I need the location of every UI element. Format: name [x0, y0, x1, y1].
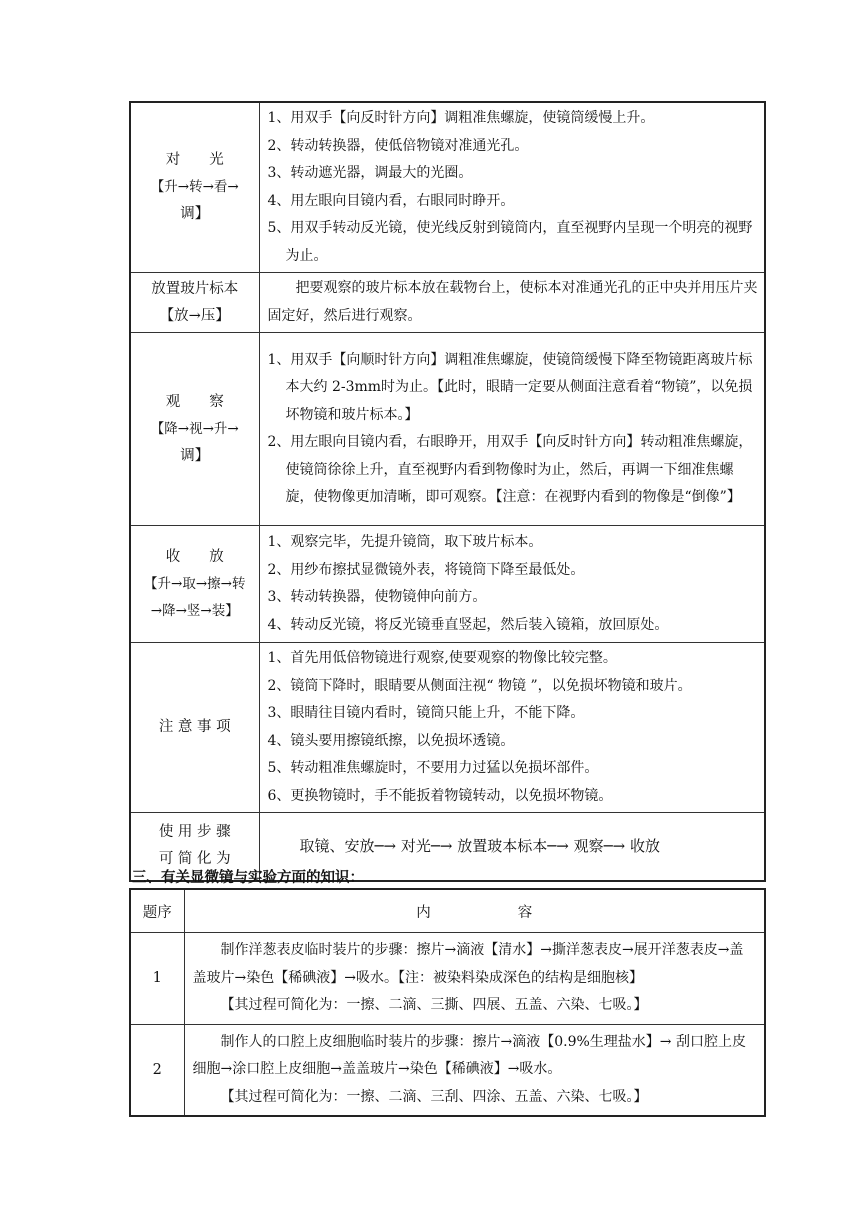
- row-content: 制作洋葱表皮临时装片的步骤：擦片→滴液【清水】→撕洋葱表皮→展开洋葱表皮→盖盖玻片→染色【稀碘液】→吸水。【注：被染料染成深色的结构是细胞核】 【其过程可简化为：一擦、二滴、三撕、四展、五盖、六染、七吸。】: [184, 933, 765, 1025]
- table-row: [130, 273, 765, 333]
- table-row: [130, 333, 765, 526]
- list-item: 4、镜头要用擦镜纸擦，以免损坏透镜。: [267, 732, 515, 749]
- row-label-place-slide: 放置玻片标本 【放→压】: [130, 273, 259, 333]
- table-row: [130, 643, 765, 813]
- row-label-notes: 注 意 事 项: [130, 643, 259, 813]
- row-content-simplified: 取镜、安放─→ 对光─→ 放置玻本标本─→ 观察─→ 收放: [259, 813, 765, 881]
- table-row: [130, 526, 765, 643]
- row-content-notes: [259, 643, 765, 813]
- list-item: 2、转动转换器，使低倍物镜对准通光孔。: [267, 137, 529, 154]
- list-item: 6、更换物镜时，手不能扳着物镜转动，以免损坏物镜。: [267, 787, 613, 804]
- row-content-put-away: [259, 526, 765, 643]
- column-header-content: 内 容: [184, 889, 765, 933]
- list-item: 3、眼睛往目镜内看时，镜筒只能上升，不能下降。: [267, 705, 585, 721]
- row-label-put-away: 收 放 【升→取→擦→转 →降→竖→装】: [130, 526, 259, 643]
- list-item: 2、用纱布擦拭显微镜外表，将镜筒下降至最低处。: [267, 561, 585, 578]
- list-item: 2、用左眼向目镜内看，右眼睁开，用双手【向反时针方向】转动粗准焦螺旋，使镜筒徐徐上升，直至视野内看到物像时为止，然后，再调一下细准焦螺旋，使物像更加清晰，即可观察。【注意：在视野内看到的物像是“倒像”】: [267, 434, 753, 505]
- row-label-observe: 观 察 【降→视→升→ 调】: [130, 333, 259, 526]
- section-heading: 三、有关显微镜与实验方面的知识：: [132, 870, 364, 886]
- list-item: 5、转动粗准焦螺旋时，不要用力过猛以免损坏部件。: [267, 760, 599, 776]
- row-number: 2: [130, 1024, 184, 1116]
- row-content-observe: [259, 333, 765, 526]
- knowledge-table: [129, 888, 766, 1117]
- table-row: [130, 1024, 765, 1116]
- row-content-dui-guang: [259, 102, 765, 273]
- column-header-index: 题序: [130, 889, 184, 933]
- list-item: 1、首先用低倍物镜进行观察,使要观察的物像比较完整。: [267, 650, 617, 666]
- table-header-row: [130, 889, 765, 933]
- list-item: 4、转动反光镜，将反光镜垂直竖起，然后装入镜箱，放回原处。: [267, 616, 669, 633]
- table-row: [130, 933, 765, 1025]
- list-item: 1、用双手【向反时针方向】调粗准焦螺旋，使镜筒缓慢上升。: [267, 110, 655, 126]
- row-label-dui-guang: 对 光 【升→转→看→ 调】: [130, 102, 259, 273]
- row-content-place-slide: 把要观察的玻片标本放在载物台上，使标本对准通光孔的正中央并用压片夹固定好，然后进行观察。: [259, 273, 765, 333]
- row-content: 制作人的口腔上皮细胞临时装片的步骤：擦片→滴液【0.9%生理盐水】→ 刮口腔上皮细胞→涂口腔上皮细胞→盖盖玻片→染色【稀碘液】→吸水。 【其过程可简化为：一擦、二滴、三刮、四涂、五盖、六染、七吸。】: [184, 1024, 765, 1116]
- list-item: 3、转动转换器，使物镜伸向前方。: [267, 589, 487, 605]
- list-item: 3、转动遮光器，调最大的光圈。: [267, 165, 473, 181]
- microscope-usage-table: [129, 101, 766, 882]
- list-item: 2、镜筒下降时，眼睛要从侧面注视“ 物镜 ”，以免损坏物镜和玻片。: [267, 677, 692, 694]
- row-label-simplified: 使 用 步 骤 可 简 化 为: [130, 813, 259, 881]
- row-number: 1: [130, 933, 184, 1025]
- list-item: 4、用左眼向目镜内看，右眼同时睁开。: [267, 192, 515, 209]
- table-row: [130, 102, 765, 273]
- list-item: 5、用双手转动反光镜，使光线反射到镜筒内，直至视野内呈现一个明亮的视野为止。: [267, 220, 753, 264]
- list-item: 1、用双手【向顺时针方向】调粗准焦螺旋，使镜筒缓慢下降至物镜距离玻片标本大约 2-3mm时为止。【此时，眼睛一定要从侧面注意看着“物镜”，以免损坏物镜和玻片标本。】: [267, 351, 753, 423]
- list-item: 1、观察完毕，先提升镜筒，取下玻片标本。: [267, 534, 543, 550]
